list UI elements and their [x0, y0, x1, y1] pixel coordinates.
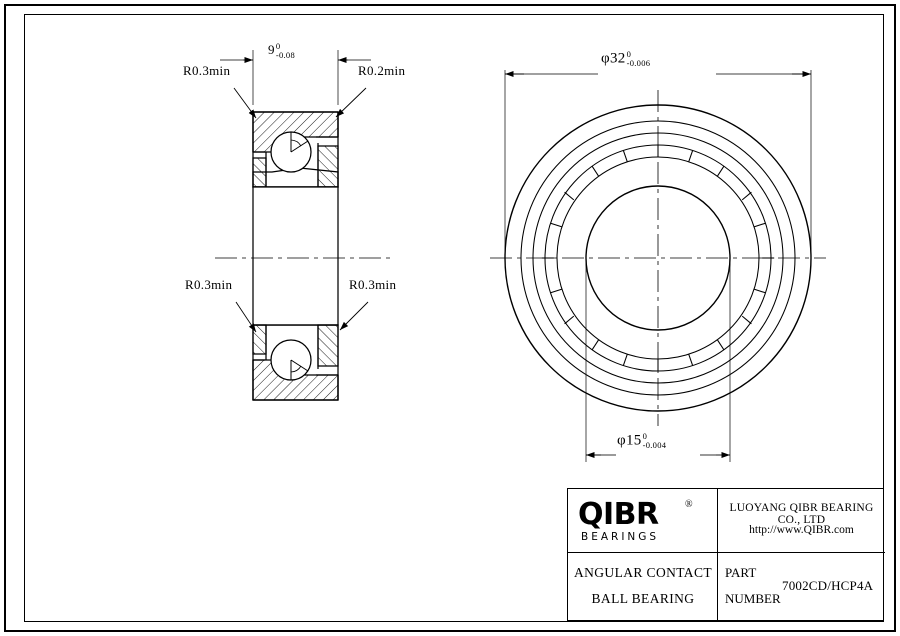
title-block-company-cell — [718, 489, 885, 553]
qibr-logo-subtitle: BEARINGS — [581, 531, 660, 543]
company-name: LUOYANG QIBR BEARING CO., LTD — [729, 502, 874, 526]
registered-trademark-icon: ® — [685, 499, 693, 510]
outer-diameter-dimension-text — [601, 50, 650, 68]
bore-phi-symbol: φ — [617, 432, 626, 449]
product-description-line1: ANGULAR CONTACT — [573, 565, 713, 580]
chamfer-note-top-left: R0.3min — [183, 63, 231, 78]
width-dim-value: 9 — [268, 42, 275, 57]
chamfer-note-bottom-left: R0.3min — [185, 277, 233, 292]
company-website-link[interactable]: http://www.QIBR.com — [749, 524, 854, 536]
part-number-value: 7002CD/HCP4A — [782, 578, 874, 593]
chamfer-note-bottom-right: R0.3min — [349, 277, 397, 292]
bore-tol-lower: -0.004 — [642, 439, 667, 450]
part-number-label-line2: NUMBER — [725, 591, 781, 606]
product-description-line2: BALL BEARING — [591, 591, 695, 606]
od-value: 32 — [609, 50, 626, 67]
width-dim-tol-lower: -0.08 — [275, 50, 296, 61]
title-block — [567, 488, 884, 621]
od-tol-upper: 0 — [626, 49, 632, 59]
chamfer-note-top-right: R0.2min — [358, 63, 406, 78]
od-phi-symbol: φ — [601, 50, 610, 67]
od-tol-lower: -0.006 — [626, 57, 651, 68]
bore-value: 15 — [625, 432, 642, 449]
bore-diameter-dimension-text — [617, 432, 666, 450]
title-block-part-number-cell — [776, 553, 885, 622]
width-dim-tol-upper: 0 — [275, 41, 281, 52]
width-dimension-text — [268, 42, 295, 60]
title-block-part-label-cell — [718, 553, 781, 622]
qibr-logo-text: QIBR — [578, 497, 659, 532]
title-block-logo-cell — [568, 489, 718, 553]
bore-tol-upper: 0 — [642, 431, 648, 441]
title-block-description-cell — [568, 553, 718, 622]
part-number-label-line1: PART — [725, 565, 757, 580]
